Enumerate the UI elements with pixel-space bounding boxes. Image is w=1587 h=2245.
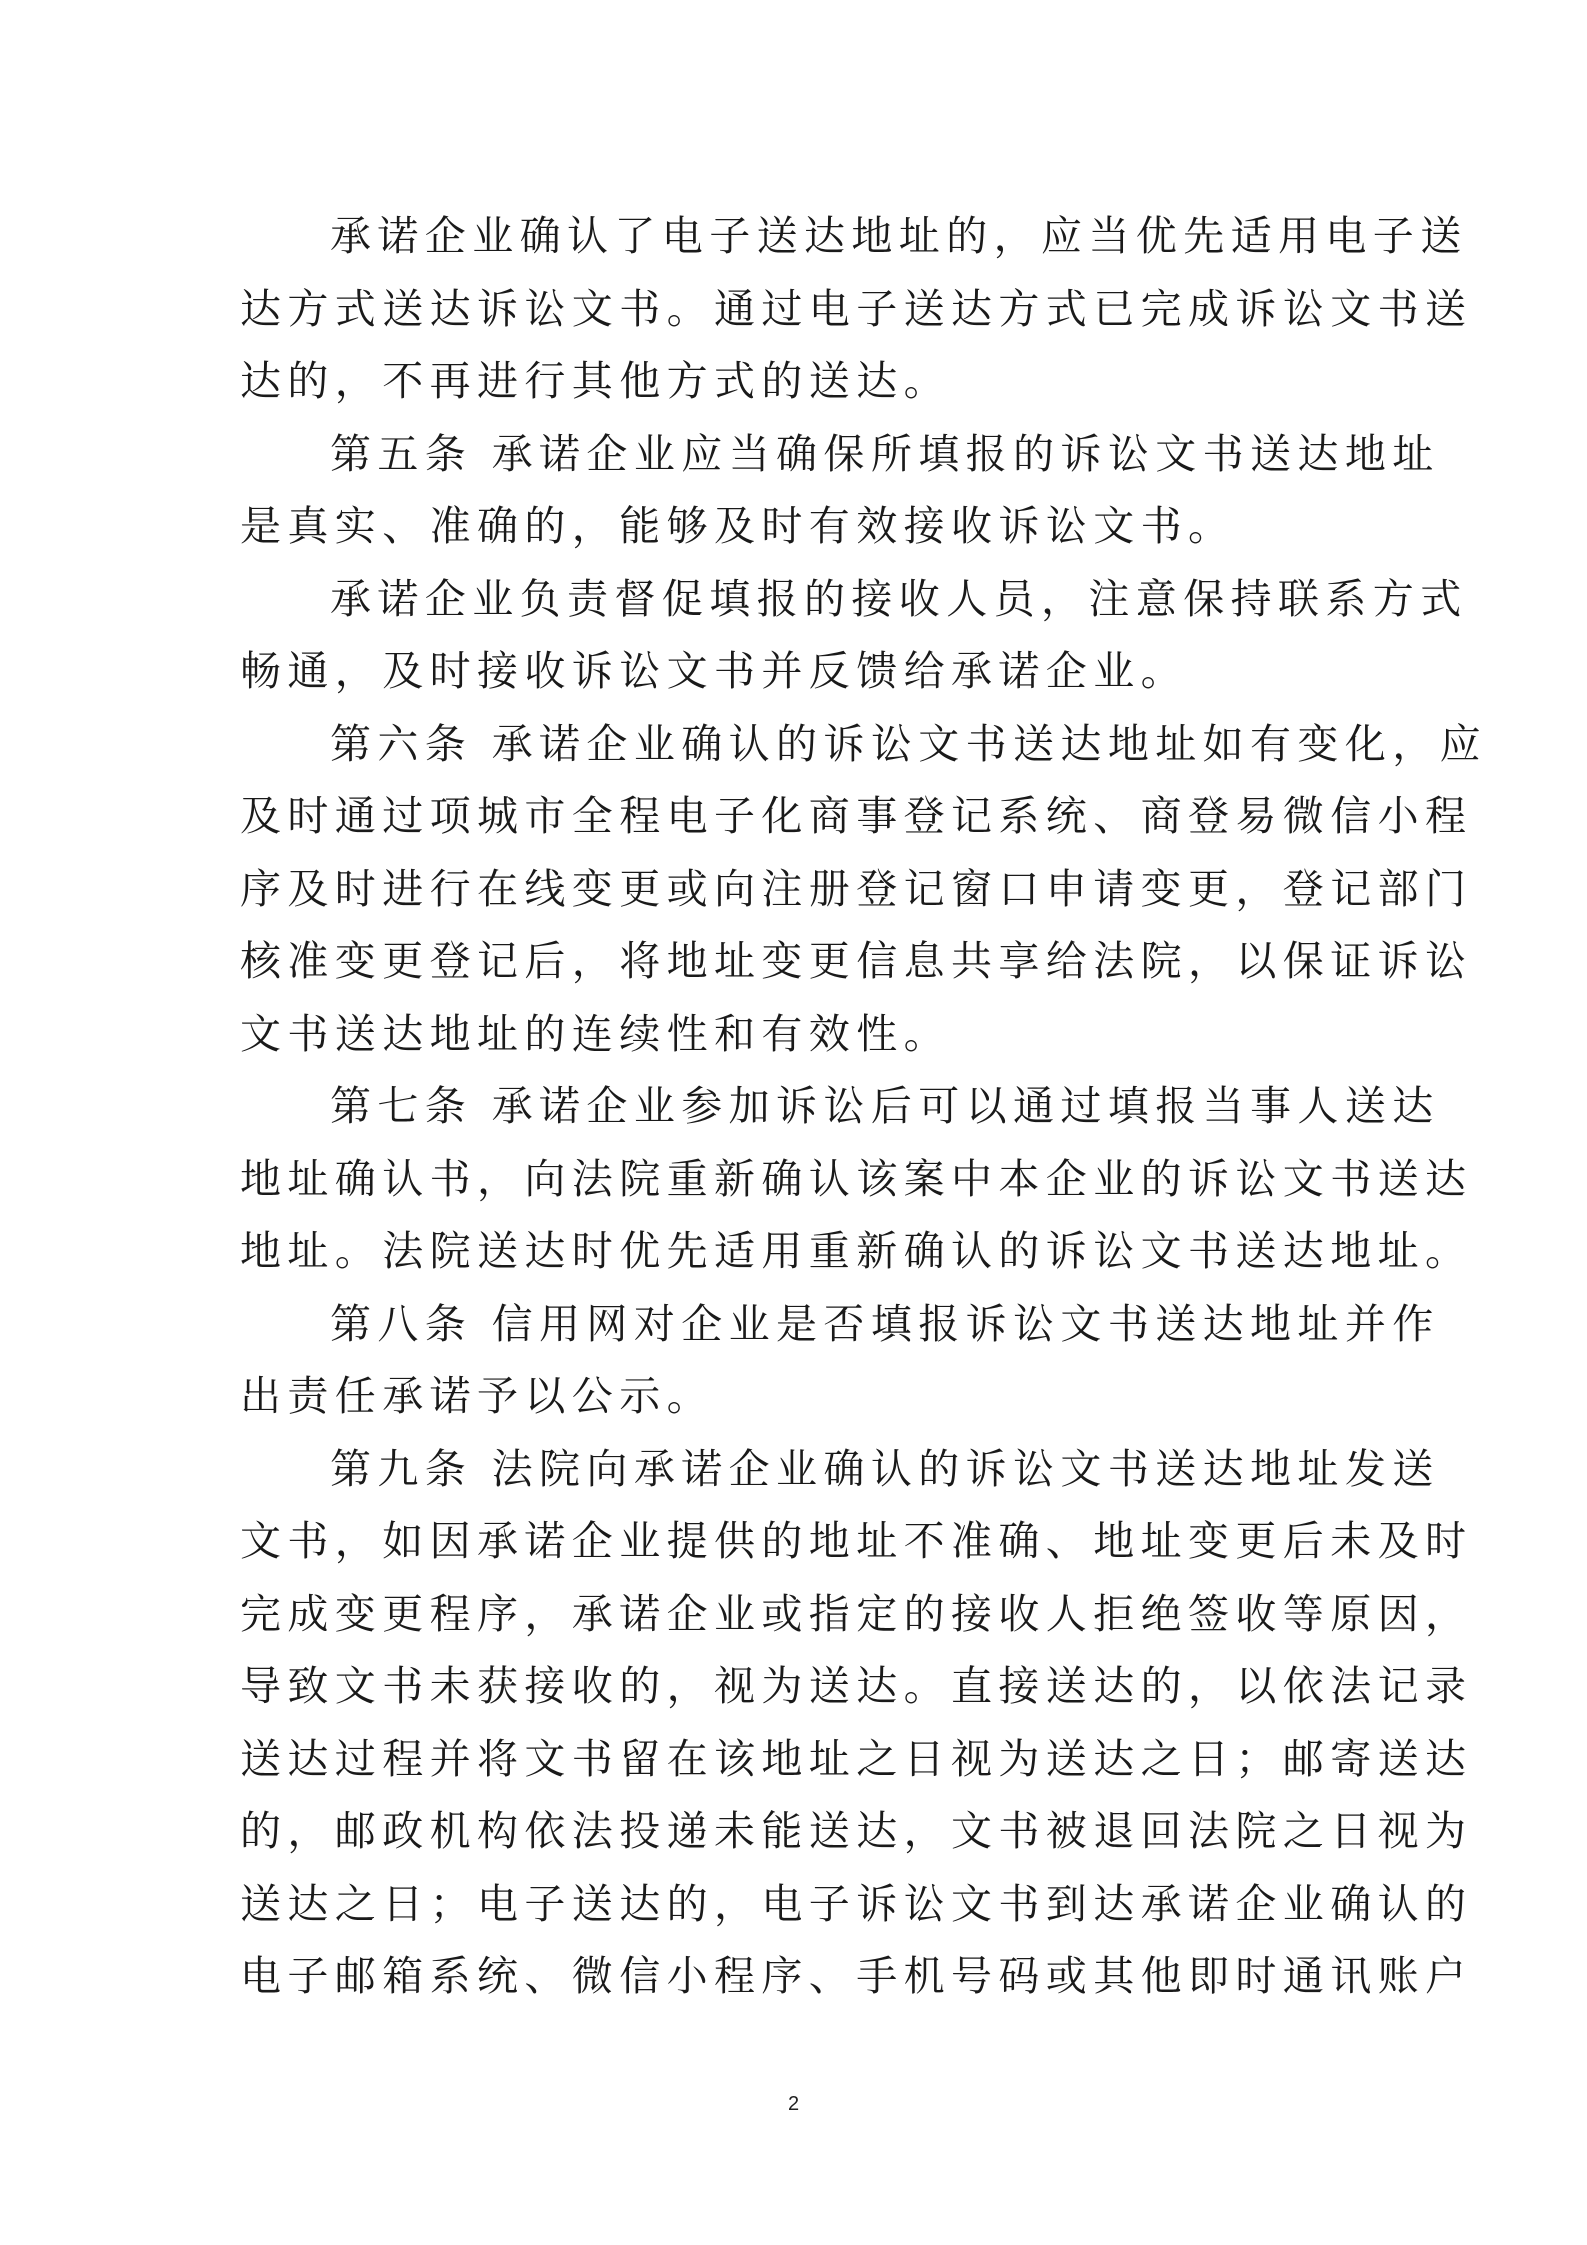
paragraph-line: 承诺企业负责督促填报的接收人员，注意保持联系方式 bbox=[330, 574, 1468, 623]
paragraph-line: 的，邮政机构依法投递未能送达，文书被退回法院之日视为 bbox=[240, 1807, 1473, 1855]
article-7-line: 第七条 承诺企业参加诉讼后可以通过填报当事人送达 bbox=[330, 1082, 1440, 1130]
page-number: 2 bbox=[787, 2093, 800, 2115]
paragraph-line: 核准变更登记后，将地址变更信息共享给法院，以保证诉讼 bbox=[240, 937, 1473, 985]
paragraph-line: 承诺企业确认了电子送达地址的，应当优先适用电子送 bbox=[330, 212, 1468, 260]
paragraph-line: 送达过程并将文书留在该地址之日视为送达之日；邮寄送达 bbox=[240, 1734, 1473, 1783]
paragraph-line: 文书，如因承诺企业提供的地址不准确、地址变更后未及时 bbox=[240, 1517, 1473, 1565]
paragraph-line: 送达之日；电子送达的，电子诉讼文书到达承诺企业确认的 bbox=[240, 1879, 1473, 1928]
paragraph-line: 畅通，及时接收诉讼文书并反馈给承诺企业。 bbox=[240, 647, 1188, 695]
paragraph-line: 电子邮箱系统、微信小程序、手机号码或其他即时通讯账户 bbox=[240, 1952, 1473, 2000]
paragraph-line: 序及时进行在线变更或向注册登记窗口申请变更，登记部门 bbox=[240, 864, 1473, 913]
article-9-line: 第九条 法院向承诺企业确认的诉讼文书送达地址发送 bbox=[330, 1444, 1440, 1493]
article-6-line: 第六条 承诺企业确认的诉讼文书送达地址如有变化，应 bbox=[330, 719, 1488, 768]
article-5-line: 第五条 承诺企业应当确保所填报的诉讼文书送达地址 bbox=[330, 429, 1440, 478]
paragraph-line: 达方式送达诉讼文书。通过电子送达方式已完成诉讼文书送 bbox=[240, 284, 1473, 333]
paragraph-line: 达的，不再进行其他方式的送达。 bbox=[240, 357, 951, 405]
paragraph-line: 地址确认书，向法院重新确认该案中本企业的诉讼文书送达 bbox=[240, 1154, 1473, 1203]
paragraph-line: 地址。法院送达时优先适用重新确认的诉讼文书送达地址。 bbox=[240, 1227, 1473, 1275]
paragraph-line: 是真实、准确的，能够及时有效接收诉讼文书。 bbox=[240, 502, 1236, 550]
paragraph-line: 导致文书未获接收的，视为送达。直接送达的，以依法记录 bbox=[240, 1662, 1473, 1710]
paragraph-line: 出责任承诺予以公示。 bbox=[240, 1372, 714, 1420]
paragraph-line: 及时通过项城市全程电子化商事登记系统、商登易微信小程 bbox=[240, 792, 1473, 840]
paragraph-line: 完成变更程序，承诺企业或指定的接收人拒绝签收等原因， bbox=[240, 1589, 1473, 1638]
paragraph-line: 文书送达地址的连续性和有效性。 bbox=[240, 1009, 951, 1058]
document-body bbox=[240, 200, 1488, 2013]
article-8-line: 第八条 信用网对企业是否填报诉讼文书送达地址并作 bbox=[330, 1299, 1440, 1348]
